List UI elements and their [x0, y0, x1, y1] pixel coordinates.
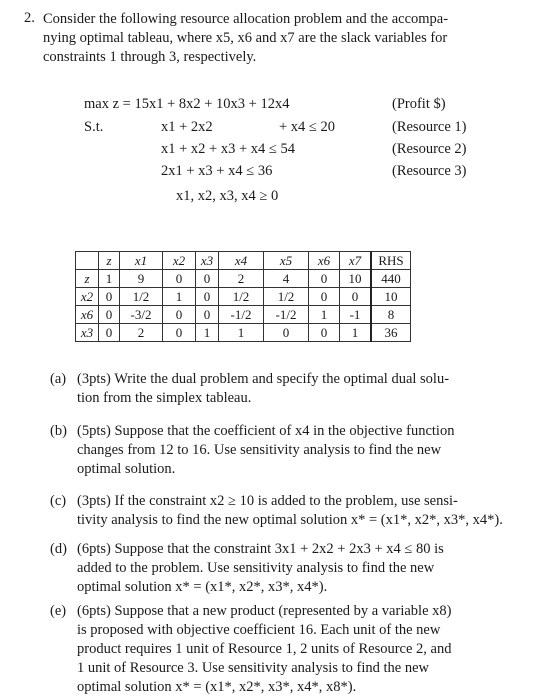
tableau-row [76, 324, 411, 342]
tableau-cell: 440 [371, 270, 411, 288]
tableau-cell: 0 [309, 288, 340, 306]
constraint-3: 2x1 + x3 + x4 ≤ 36 [161, 163, 273, 179]
intro-line: constraints 1 through 3, respectively. [43, 49, 257, 65]
tableau-header-cell: x5 [264, 252, 309, 270]
part-line: (5pts) Suppose that the coefficient of x4 in the objective function [77, 423, 455, 439]
part-line: changes from 12 to 16. Use sensitivity analysis to find the new [77, 442, 442, 458]
tableau-cell: 0 [309, 324, 340, 342]
tableau-cell: 2 [219, 270, 264, 288]
tableau-row [76, 288, 411, 306]
tableau-header-cell: x6 [309, 252, 340, 270]
tableau-cell: 0 [340, 288, 372, 306]
part-label: (d) [50, 541, 67, 557]
tableau-cell: -1/2 [219, 306, 264, 324]
tableau-cell: 0 [99, 306, 120, 324]
tableau-cell: x6 [76, 306, 99, 324]
tableau-header-cell: x7 [340, 252, 372, 270]
tableau-header-cell: x2 [163, 252, 196, 270]
tableau-cell: 10 [371, 288, 411, 306]
tableau-cell: -3/2 [120, 306, 163, 324]
tableau-cell: 1 [99, 270, 120, 288]
tableau-cell: 1 [219, 324, 264, 342]
constraint-2: x1 + x2 + x3 + x4 ≤ 54 [161, 141, 295, 157]
part-line: added to the problem. Use sensitivity analysis to find the new [77, 560, 435, 576]
tableau-cell: 0 [163, 306, 196, 324]
tableau-header-cell [76, 252, 99, 270]
tableau-cell: 8 [371, 306, 411, 324]
tableau-cell: -1 [340, 306, 372, 324]
part-label: (c) [50, 493, 67, 509]
part-line: optimal solution x* = (x1*, x2*, x3*, x4*, x8*). [77, 679, 357, 695]
tableau-cell: 9 [120, 270, 163, 288]
tableau-cell: 0 [163, 324, 196, 342]
part-text [77, 602, 527, 697]
tableau-header-cell: RHS [371, 252, 411, 270]
part-text [77, 370, 527, 408]
tableau-header-cell: x4 [219, 252, 264, 270]
tableau-cell: 0 [163, 270, 196, 288]
tableau-cell: 0 [196, 288, 219, 306]
tableau-cell: 10 [340, 270, 372, 288]
tableau-cell: 1/2 [264, 288, 309, 306]
nonnegativity-constraint: x1, x2, x3, x4 ≥ 0 [176, 188, 279, 204]
tableau-cell: 0 [99, 288, 120, 306]
objective-label: (Profit $) [392, 96, 446, 112]
part-line: (6pts) Suppose that the constraint 3x1 + 2x2 + 2x3 + x4 ≤ 80 is [77, 541, 444, 557]
tableau-cell: 0 [99, 324, 120, 342]
tableau-cell: 0 [264, 324, 309, 342]
intro-line: nying optimal tableau, where x5, x6 and x7 are the slack variables for [43, 30, 448, 46]
objective-function: max z = 15x1 + 8x2 + 10x3 + 12x4 [84, 96, 290, 112]
constraint-1-label: (Resource 1) [392, 119, 467, 135]
tableau-cell: 1 [340, 324, 372, 342]
tableau-header-cell: x1 [120, 252, 163, 270]
tableau-cell: 36 [371, 324, 411, 342]
part-line: tivity analysis to find the new optimal solution x* = (x1*, x2*, x3*, x4*). [77, 512, 503, 528]
tableau-header-row [76, 252, 411, 270]
intro-line: Consider the following resource allocation problem and the accompa- [43, 11, 449, 27]
part-line: (3pts) If the constraint x2 ≥ 10 is added to the problem, use sensi- [77, 493, 458, 509]
question-number: 2. [24, 10, 35, 26]
part-text [77, 540, 527, 597]
tableau-cell: z [76, 270, 99, 288]
part-line: tion from the simplex tableau. [77, 390, 252, 406]
tableau-cell: 1 [163, 288, 196, 306]
tableau-header-cell: x3 [196, 252, 219, 270]
constraint-3-label: (Resource 3) [392, 163, 467, 179]
part-line: optimal solution x* = (x1*, x2*, x3*, x4*). [77, 579, 328, 595]
simplex-tableau [75, 251, 411, 342]
subject-to-label: S.t. [84, 119, 104, 135]
constraint-2-label: (Resource 2) [392, 141, 467, 157]
part-line: (6pts) Suppose that a new product (represented by a variable x8) [77, 603, 452, 619]
intro-text [43, 10, 533, 67]
constraint-1-lhs: x1 + 2x2 [161, 119, 213, 135]
tableau-cell: -1/2 [264, 306, 309, 324]
tableau-cell: 0 [196, 270, 219, 288]
part-label: (b) [50, 423, 67, 439]
tableau-row [76, 306, 411, 324]
tableau-cell: 1/2 [120, 288, 163, 306]
tableau-cell: 1 [196, 324, 219, 342]
tableau-cell: 2 [120, 324, 163, 342]
part-line: (3pts) Write the dual problem and specify the optimal dual solu- [77, 371, 450, 387]
tableau-cell: 4 [264, 270, 309, 288]
tableau-cell: 1 [309, 306, 340, 324]
part-line: is proposed with objective coefficient 16. Each unit of the new [77, 622, 441, 638]
tableau-cell: 0 [309, 270, 340, 288]
part-text [77, 492, 527, 530]
constraint-1-rhs: + x4 ≤ 20 [279, 119, 336, 135]
tableau-cell: x2 [76, 288, 99, 306]
part-label: (a) [50, 371, 67, 387]
part-line: 1 unit of Resource 3. Use sensitivity analysis to find the new [77, 660, 429, 676]
part-line: product requires 1 unit of Resource 1, 2 units of Resource 2, and [77, 641, 452, 657]
part-line: optimal solution. [77, 461, 176, 477]
part-label: (e) [50, 603, 67, 619]
part-text [77, 422, 527, 479]
tableau-cell: 1/2 [219, 288, 264, 306]
tableau-row [76, 270, 411, 288]
tableau-header-cell: z [99, 252, 120, 270]
tableau-cell: x3 [76, 324, 99, 342]
tableau-cell: 0 [196, 306, 219, 324]
